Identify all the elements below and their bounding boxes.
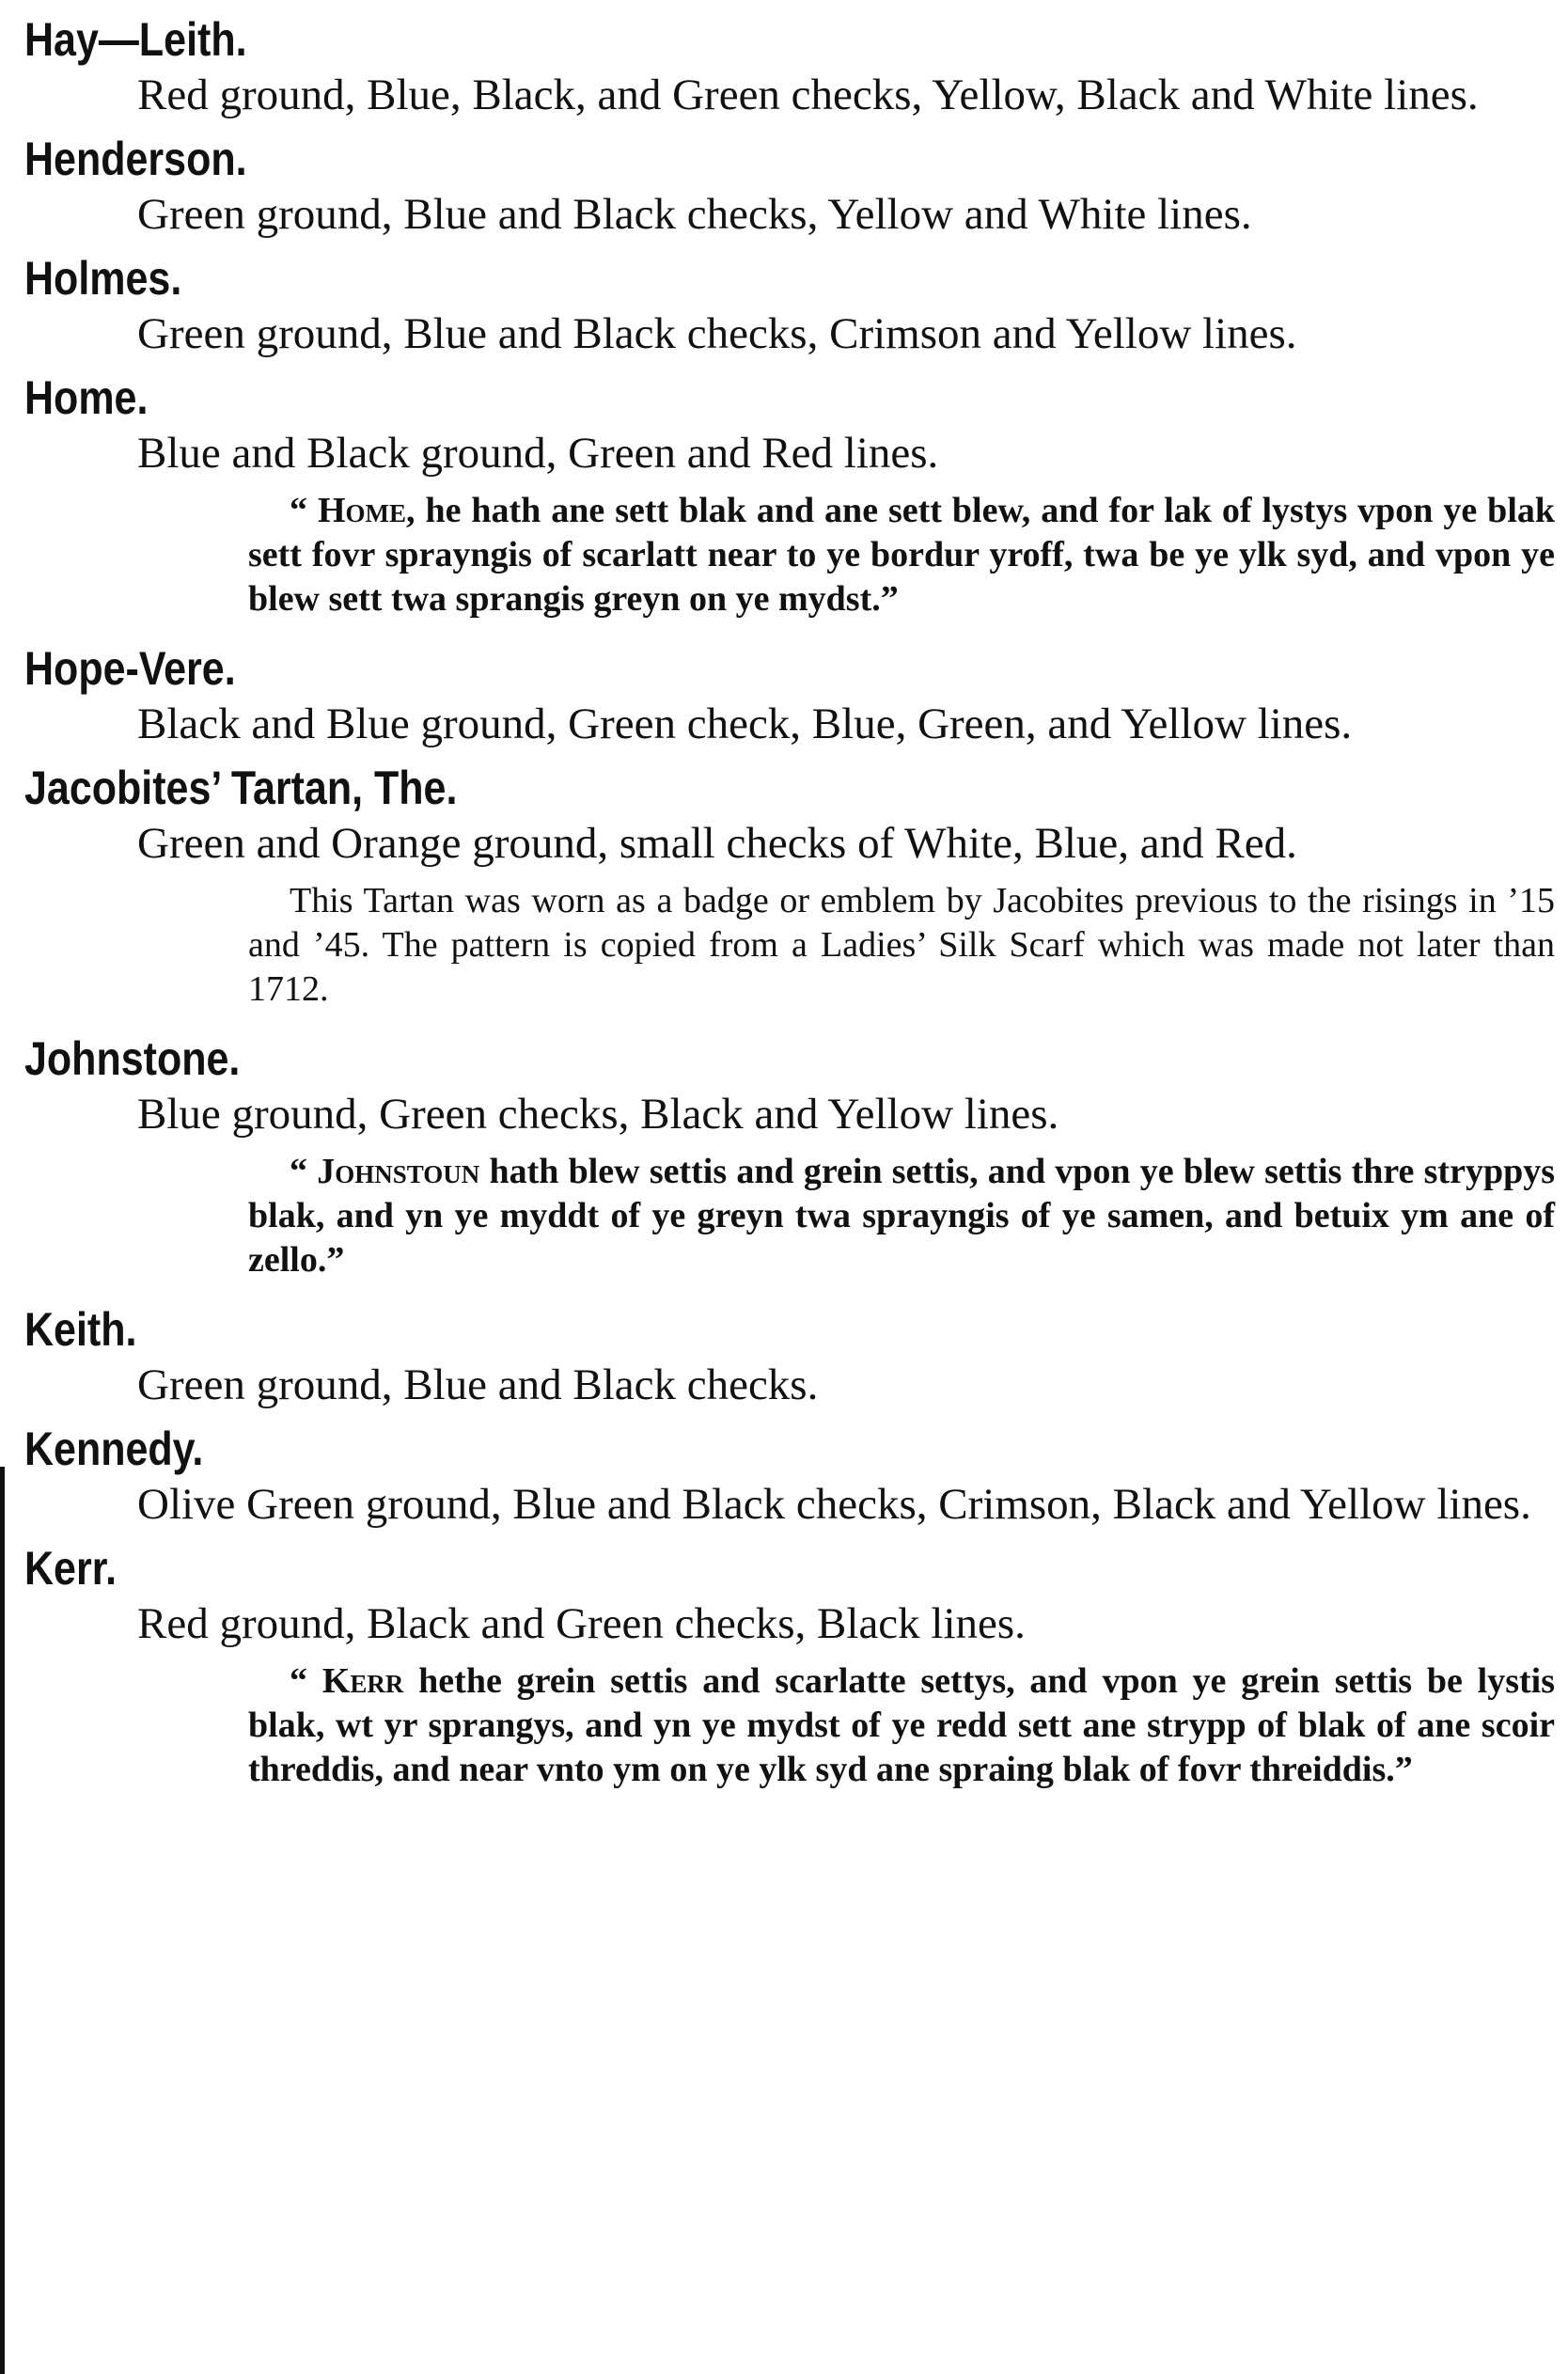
historical-quote <box>248 1150 1555 1282</box>
entry-hope-vere <box>24 640 1555 752</box>
entry-henderson <box>24 131 1555 243</box>
entry-jacobites-tartan <box>24 760 1555 1012</box>
entry-description: Green and Orange ground, small checks of White, Blue, and Red. <box>137 819 1297 868</box>
entry-name: Hay—Leith. <box>24 13 247 66</box>
historical-note: This Tartan was worn as a badge or emblem by Jacobites previous to the risings in ’15 and ’45. The pattern is copied from a Ladies’ Silk Scarf which was made not later than 1712. <box>248 881 1555 1009</box>
entry-holmes <box>24 250 1555 362</box>
quote-clan-name: Kerr <box>321 1661 404 1701</box>
entry-name: Home. <box>24 371 149 424</box>
quote-open-mark: “ <box>290 1152 318 1191</box>
entry-description: Red ground, Blue, Black, and Green checks, Yellow, Black and White lines. <box>137 71 1479 119</box>
entry-name: Henderson. <box>24 133 247 185</box>
entry-description: Black and Blue ground, Green check, Blue, Green, and Yellow lines. <box>137 700 1353 748</box>
entry-name: Kerr. <box>24 1542 118 1595</box>
tartan-entry-list <box>24 11 1555 1811</box>
quote-open-mark: “ <box>290 491 318 530</box>
entry-home <box>24 369 1555 621</box>
entry-johnstone <box>24 1030 1555 1282</box>
quote-open-mark: “ <box>290 1661 322 1701</box>
entry-description: Green ground, Blue and Black checks, Yellow and White lines. <box>137 190 1252 239</box>
entry-description: Green ground, Blue and Black checks. <box>137 1360 819 1409</box>
quote-clan-name: Johnstoun <box>317 1152 480 1191</box>
entry-name: Kennedy. <box>24 1423 204 1475</box>
quote-text: he hath ane sett blak and ane sett blew, and for lak of lystys vpon ye blak sett fovr sprayngis of scarlatt near to ye bordur yroff, twa be ye ylk syd, and vpon ye blew sett twa sprangis greyn on ye mydst.” <box>248 491 1556 619</box>
entry-description: Green ground, Blue and Black checks, Crimson and Yellow lines. <box>137 309 1297 358</box>
entry-name: Holmes. <box>24 252 182 305</box>
entry-name: Hope-Vere. <box>24 642 236 695</box>
page-edge-rule <box>0 1467 5 2374</box>
entry-name: Johnstone. <box>24 1032 241 1085</box>
entry-name: Jacobites’ Tartan, The. <box>24 762 458 814</box>
entry-description: Blue and Black ground, Green and Red lines. <box>137 429 939 478</box>
historical-quote <box>248 1659 1555 1792</box>
entry-description: Olive Green ground, Blue and Black checks, Crimson, Black and Yellow lines. <box>137 1480 1531 1529</box>
entry-keith <box>24 1301 1555 1413</box>
entry-description: Red ground, Black and Green checks, Black lines. <box>137 1599 1026 1648</box>
entry-kennedy <box>24 1421 1555 1533</box>
quote-text: hath blew settis and grein settis, and vpon ye blew settis thre stryppys blak, and yn ye myddt of ye greyn twa sprayngis of ye samen, and betuix ym ane of zello.” <box>248 1152 1556 1280</box>
entry-description: Blue ground, Green checks, Black and Yellow lines. <box>137 1090 1059 1139</box>
entry-name: Keith. <box>24 1303 137 1356</box>
historical-quote <box>248 489 1555 621</box>
quote-text: hethe grein settis and scarlatte settys, and vpon ye grein settis be lystis blak, wt yr sprangys, and yn ye mydst of ye redd sett ane strypp of blak of ane scoir threddis, and near vnto ym on ye ylk syd ane spraing blak of fovr threiddis.” <box>248 1661 1555 1789</box>
entry-kerr <box>24 1540 1555 1792</box>
quote-clan-name: Home, <box>317 491 416 530</box>
entry-hay-leith <box>24 11 1555 123</box>
